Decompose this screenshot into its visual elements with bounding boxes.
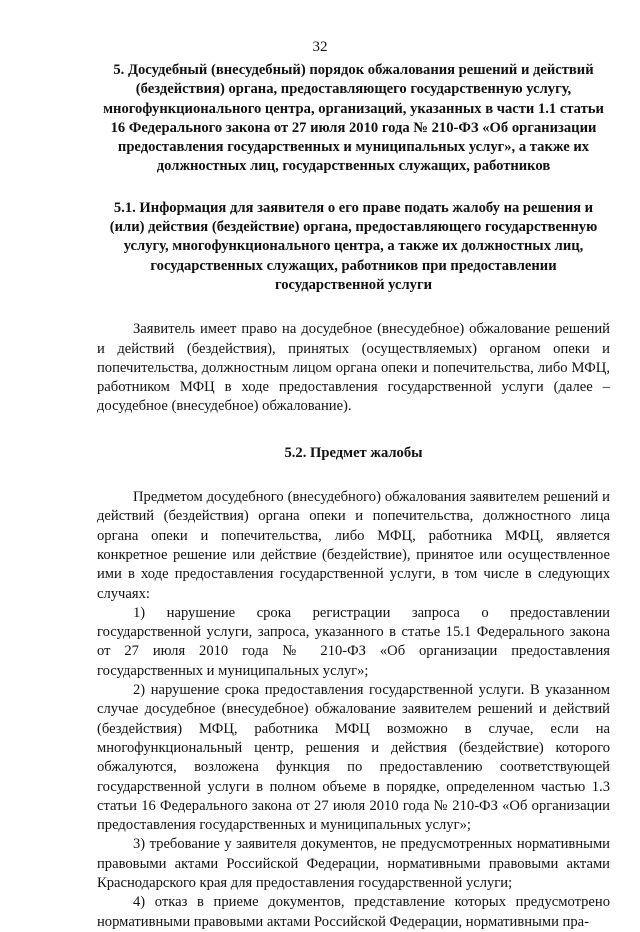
section-5-1-paragraph: Заявитель имеет право на досудебное (внесудебное) обжалование решений и действий (бездействия), принятых (осуществляемых) органом опеки и попечительства, должностным лицом органа опеки и попечительства, либо МФЦ, работником МФЦ в ходе предоставления государственной услуги (далее – досудебное (внесудебное) обжалование). [97,321,610,415]
list-item-2: 2) нарушение срока предоставления государственной услуги. В указанном случае досудебное (внесудебное) обжалование заявителем решений и действий (бездействия) МФЦ, работника МФЦ возможно в случае, если на многофункциональный центр, решения и действия (бездействие) которого обжалуются, возложена функция по предоставлению соответствующей государственной услуги в полном объеме в порядке, определенном частью 1.3 статьи 16 Федерального закона от 27 июля 2010 года № 210-ФЗ «Об организации предоставления государственных и муниципальных услуг»; [97,682,610,834]
section-5-2-intro: Предметом досудебного (внесудебного) обжалования заявителем решений и действий (бездействия) органа опеки и попечительства, должностного лица органа опеки и попечительства, либо МФЦ, работника МФЦ, является конкретное решение или действие (бездействие), принятое или осуществленное ими в ходе предоставления государственной услуги, в том числе в следующих случаях: [97,489,610,602]
list-item-3: 3) требование у заявителя документов, не предусмотренных нормативными правовыми актами Российской Федерации, нормативными правовыми актами Краснодарского края для предоставления государственной услуги; [97,836,610,891]
section-5-2-heading: 5.2. Предмет жалобы [284,444,423,461]
list-item-1: 1) нарушение срока регистрации запроса о предоставлении государственной услуги, запроса, указанного в статье 15.1 Федерального закона от 27 июля 2010 года № 210-ФЗ «Об организации предоставления государственных и муниципальных услуг»; [97,604,610,679]
page-number: 32 [312,39,328,55]
list-item-4: 4) отказ в приеме документов, представление которых предусмотрено нормативными правовыми актами Российской Федерации, нормативными пра- [97,894,610,930]
section-5-1-heading: 5.1. Информация для заявителя о его праве подать жалобу на решения и (или) действия (бездействие) органа, предоставляющего государственную услугу, многофункционального центра, а также их должностных лиц, государственных служащих, работников при предоставлении государственной услуги [109,199,598,293]
section-5-heading: 5. Досудебный (внесудебный) порядок обжалования решений и действий (бездействия) органа, предоставляющего государственную услугу, многофункционального центра, организаций, указанных в части 1.1 статьи 16 Федерального закона от 27 июля 2010 года № 210-ФЗ «Об организации предоставления государственных и муниципальных услуг», а также их должностных лиц, государственных служащих, работников [103,62,604,175]
